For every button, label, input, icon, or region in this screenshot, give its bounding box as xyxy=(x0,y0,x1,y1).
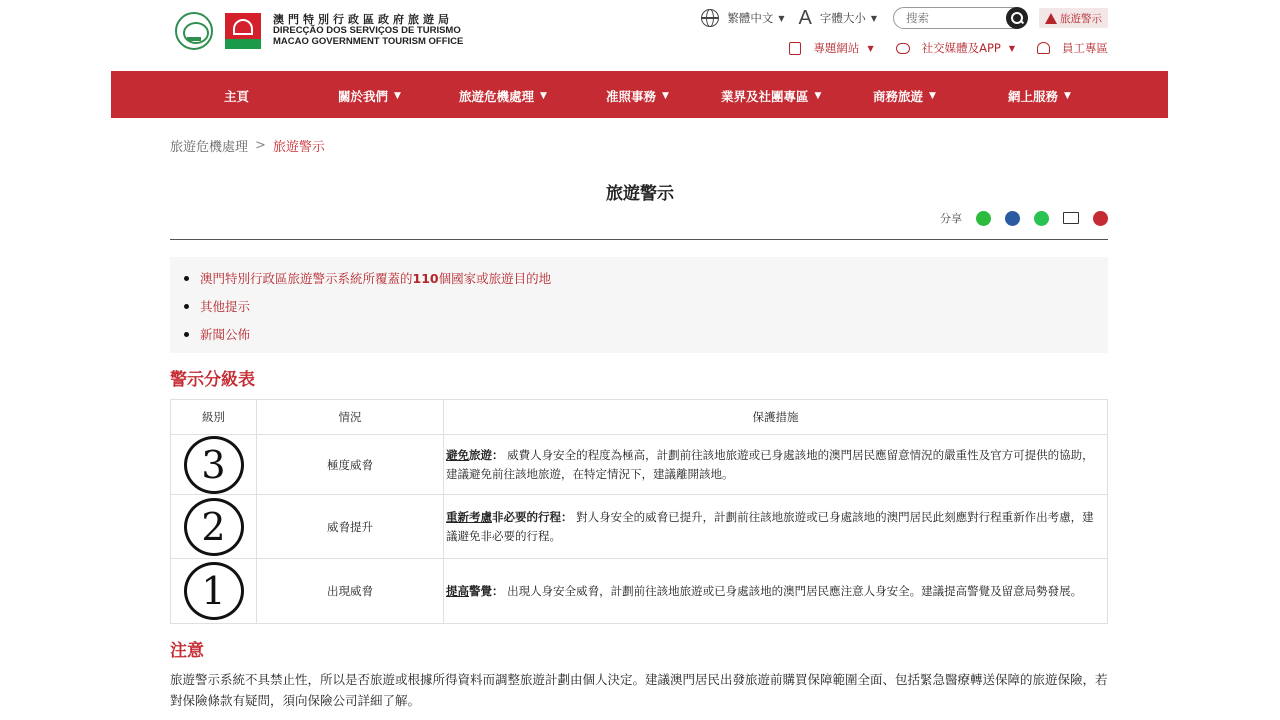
link-text: 個國家或旅遊目的地 xyxy=(438,271,552,286)
travel-alert-label: 旅遊警示 xyxy=(1060,12,1102,25)
table-row xyxy=(171,435,1108,495)
nav-label: 准照事務 xyxy=(606,89,657,104)
person-icon xyxy=(1037,42,1050,54)
measure-heading: 警覺： xyxy=(469,583,504,598)
caret-down-icon: ▼ xyxy=(814,91,822,101)
measure-heading: 非必要的行程： xyxy=(492,510,573,525)
measure-text: 威費人身安全的程度為極高，計劃前往該地旅遊或已身處該地的澳門居民應留意情況的嚴重性及官方可提供的協助，建議避免前往該地旅遊，在特定情況下，建議離開該地。 xyxy=(446,448,1094,481)
link-text: 澳門特別行政區旅遊警示系統所覆蓋的 xyxy=(200,271,413,286)
staff-area-link[interactable] xyxy=(1037,40,1108,56)
caret-down-icon: ▼ xyxy=(1008,43,1015,53)
logo-area[interactable] xyxy=(175,12,463,50)
breadcrumb xyxy=(170,136,325,155)
mgto-logo-icon xyxy=(225,13,261,49)
nav-item-industry[interactable] xyxy=(721,87,821,105)
breadcrumb-parent[interactable]: 旅遊危機處理 xyxy=(170,140,249,155)
situation-cell: 威脅提升 xyxy=(257,495,444,559)
share-bar xyxy=(940,210,1108,226)
levels-title: 警示分級表 xyxy=(170,370,255,390)
org-name xyxy=(273,14,463,48)
level-cell xyxy=(171,435,257,495)
link-covered-destinations[interactable] xyxy=(200,269,551,287)
org-name-en: MACAO GOVERNMENT TOURISM OFFICE xyxy=(273,36,464,48)
note-title: 注意 xyxy=(170,641,204,661)
bullet xyxy=(184,332,189,337)
chat-icon xyxy=(896,43,910,54)
header-level: 級別 xyxy=(171,400,257,435)
measure-heading: 旅遊： xyxy=(469,448,504,463)
page-title: 旅遊警示 xyxy=(606,184,674,204)
situation-cell: 出現威脅 xyxy=(257,559,444,624)
measure-text: 對人身安全的威脅已提升，計劃前往該地旅遊或已身處該地的澳門居民此刻應對行程重新作出考慮，建議避免非必要的行程。 xyxy=(446,510,1094,543)
caret-down-icon: ▼ xyxy=(929,91,936,101)
org-name-pt: DIRECÇÃO DOS SERVIÇOS DE TURISMO xyxy=(273,25,461,37)
search-box xyxy=(893,7,1027,29)
breadcrumb-current[interactable]: 旅遊警示 xyxy=(272,140,325,155)
measure-keyword: 重新考慮 xyxy=(446,510,492,525)
caret-down-icon: ▼ xyxy=(778,13,785,23)
globe-icon xyxy=(701,9,719,27)
table-row xyxy=(171,495,1108,559)
measure-text: 出現人身安全威脅，計劃前往該地旅遊或已身處該地的澳門居民應注意人身安全。建議提高警覺及留意局勢發展。 xyxy=(503,583,1083,598)
top-tools xyxy=(687,7,1108,29)
language-label: 繁體中文 xyxy=(727,11,774,25)
quick-links xyxy=(170,257,1108,353)
caret-down-icon: ▼ xyxy=(662,91,669,101)
social-media-menu[interactable] xyxy=(896,40,1015,56)
sub-tools xyxy=(767,40,1108,56)
site-header xyxy=(0,0,1280,71)
macao-emblem-icon xyxy=(175,12,213,50)
measure-cell xyxy=(444,435,1108,495)
themed-sites-label: 專題網站 xyxy=(813,41,860,55)
search-input[interactable] xyxy=(906,11,996,25)
org-name-zh: 澳門特別行政區政府旅遊局 xyxy=(273,12,453,26)
nav-label: 網上服務 xyxy=(1008,89,1059,104)
nav-item-crisis[interactable] xyxy=(459,87,547,105)
bullet xyxy=(184,304,189,309)
caret-down-icon: ▼ xyxy=(540,91,547,101)
nav-item-mice[interactable] xyxy=(873,87,936,105)
chevron-right-icon: > xyxy=(255,138,266,153)
font-size-selector[interactable] xyxy=(799,7,878,30)
nav-label: 關於我們 xyxy=(338,89,389,104)
font-size-label: 字體大小 xyxy=(819,11,866,25)
header-situation: 情況 xyxy=(257,400,444,435)
nav-item-about[interactable] xyxy=(338,87,401,105)
level-2-icon: 2 xyxy=(184,498,244,556)
nav-item-online-services[interactable] xyxy=(1008,87,1071,105)
social-media-label: 社交媒體及APP xyxy=(921,41,1001,55)
warning-icon xyxy=(1045,13,1057,24)
nav-label: 商務旅遊 xyxy=(873,89,924,104)
situation-cell: 極度威脅 xyxy=(257,435,444,495)
document-icon xyxy=(789,42,801,55)
caret-down-icon: ▼ xyxy=(1064,91,1071,101)
measure-cell xyxy=(444,495,1108,559)
measure-keyword: 避免 xyxy=(446,448,469,463)
nav-label: 旅遊危機處理 xyxy=(459,89,535,104)
language-selector[interactable] xyxy=(701,9,784,27)
table-header-row xyxy=(171,400,1108,435)
measure-cell xyxy=(444,559,1108,624)
nav-item-home[interactable] xyxy=(224,87,249,105)
note-text: 旅遊警示系統不具禁止性，所以是否旅遊或根據所得資料而調整旅遊計劃由個人決定。建議澳門居民出發旅遊前購買保障範圍全面、包括緊急醫療轉送保障的旅遊保險，若對保險條款有疑問，須向保險公司詳細了解。 xyxy=(170,672,1108,708)
level-3-icon: 3 xyxy=(184,436,244,494)
table-row xyxy=(171,559,1108,624)
level-cell xyxy=(171,495,257,559)
share-label: 分享 xyxy=(940,212,962,225)
list-item[interactable] xyxy=(184,264,1108,292)
travel-alert-button[interactable] xyxy=(1039,8,1108,28)
nav-item-licensing[interactable] xyxy=(606,87,669,105)
level-1-icon: 1 xyxy=(184,562,244,620)
caret-down-icon: ▼ xyxy=(867,43,874,53)
list-item[interactable] xyxy=(184,320,1108,348)
measure-keyword: 提高 xyxy=(446,583,469,598)
bullet xyxy=(184,276,189,281)
nav-label: 主頁 xyxy=(224,89,250,104)
staff-area-label: 員工專區 xyxy=(1062,41,1108,55)
font-size-icon: A xyxy=(798,6,812,29)
search-icon[interactable] xyxy=(1006,7,1028,29)
themed-sites-menu[interactable] xyxy=(789,40,873,56)
mail-icon[interactable] xyxy=(1063,212,1079,224)
title-divider xyxy=(170,239,1108,240)
link-other-tips[interactable]: 其他提示 xyxy=(200,299,251,314)
list-item[interactable] xyxy=(184,292,1108,320)
level-cell xyxy=(171,559,257,624)
nav-label: 業界及社團專區 xyxy=(721,89,809,104)
alert-levels-table xyxy=(170,399,1108,624)
header-measures: 保護措施 xyxy=(444,400,1108,435)
facebook-icon[interactable] xyxy=(1005,211,1020,226)
wechat-icon[interactable] xyxy=(976,211,991,226)
link-number: 110 xyxy=(412,271,439,286)
caret-down-icon: ▼ xyxy=(394,91,401,101)
main-nav xyxy=(111,71,1168,118)
link-press-releases[interactable]: 新聞公佈 xyxy=(200,327,251,342)
whatsapp-icon[interactable] xyxy=(1034,211,1049,226)
caret-down-icon: ▼ xyxy=(870,13,877,23)
link-icon[interactable] xyxy=(1093,211,1108,226)
